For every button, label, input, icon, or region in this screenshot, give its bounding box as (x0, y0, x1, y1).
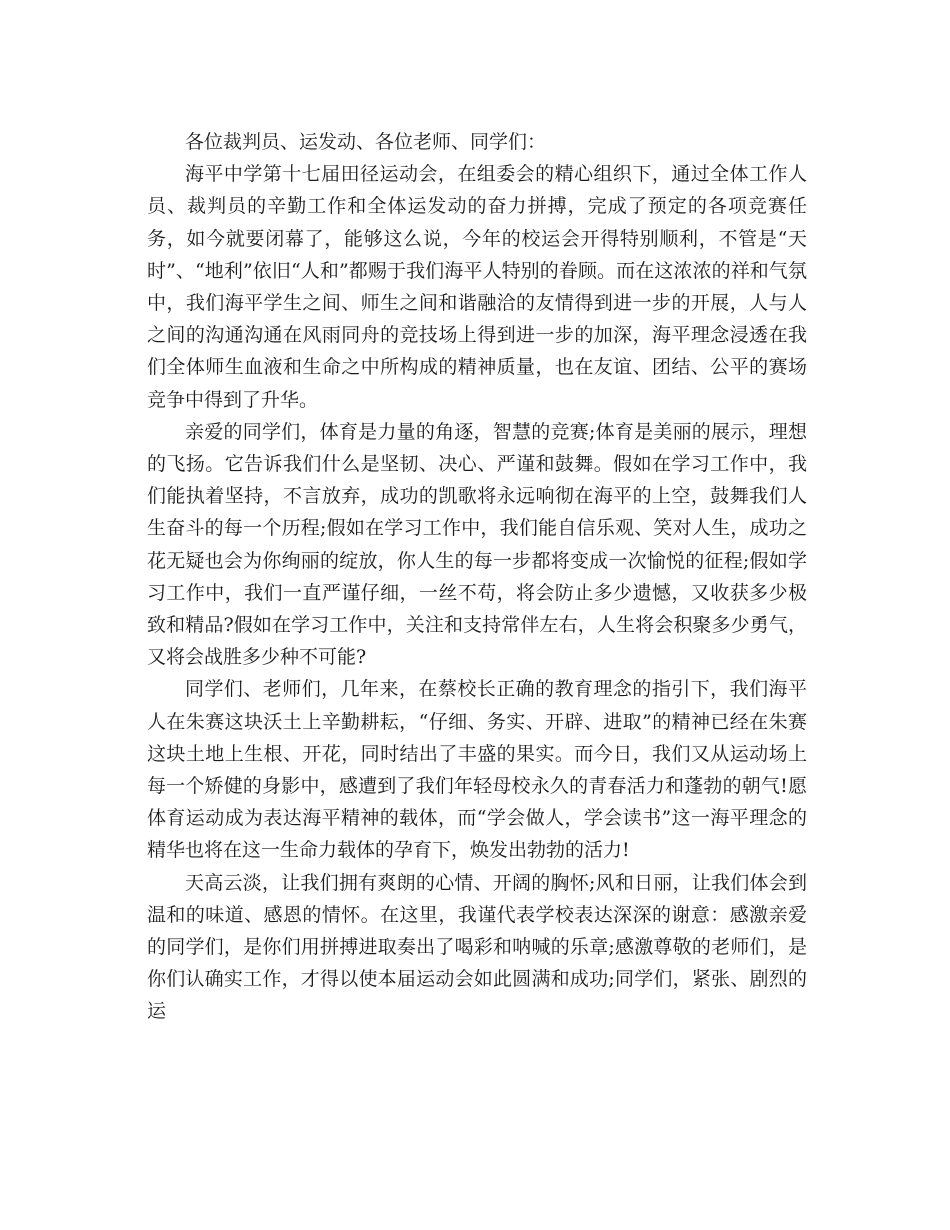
paragraph-1: 海平中学第十七届田径运动会，在组委会的精心组织下，通过全体工作人员、裁判员的辛勤工作和全体运发动的奋力拼搏，完成了预定的各项竞赛任务，如今就要闭幕了，能够这么说，今年的校运会开得特别顺利，不管是“天时”、“地利”依旧“人和”都赐于我们海平人特别的眷顾。而在这浓浓的祥和气氛中，我们海平学生之间、师生之间和谐融洽的友情得到进一步的开展，人与人之间的沟通沟通在风雨同舟的竞技场上得到进一步的加深，海平理念浸透在我们全体师生血液和生命之中所构成的精神质量，也在友谊、团结、公平的赛场竞争中得到了升华。 (147, 163, 807, 411)
document-page (147, 126, 807, 1028)
paragraph-4: 天高云淡，让我们拥有爽朗的心情、开阔的胸怀;风和日丽，让我们体会到温和的味道、感恩的情怀。在这里，我谨代表学校表达深深的谢意：感激亲爱的同学们，是你们用拼搏进取奏出了喝彩和呐喊的乐章;感激尊敬的老师们，是你们认确实工作，才得以使本届运动会如此圆满和成功;同学们，紧张、剧烈的运 (147, 871, 807, 1023)
paragraph-2: 亲爱的同学们，体育是力量的角逐，智慧的竞赛;体育是美丽的展示，理想的飞扬。它告诉我们什么是坚韧、决心、严谨和鼓舞。假如在学习工作中，我们能执着坚持，不言放弃，成功的凯歌将永远响彻在海平的上空，鼓舞我们人生奋斗的每一个历程;假如在学习工作中，我们能自信乐观、笑对人生，成功之花无疑也会为你绚丽的绽放，你人生的每一步都将变成一次愉悦的征程;假如学习工作中，我们一直严谨仔细，一丝不苟，将会防止多少遗憾，又收获多少极致和精品?假如在学习工作中，关注和支持常伴左右，人生将会积聚多少勇气，又将会战胜多少种不可能? (147, 420, 807, 669)
paragraph-3: 同学们、老师们，几年来，在蔡校长正确的教育理念的指引下，我们海平人在朱赛这块沃土上辛勤耕耘，“仔细、务实、开辟、进取”的精神已经在朱赛这块土地上生根、开花，同时结出了丰盛的果实。而今日，我们又从运动场上每一个矫健的身影中，感遭到了我们年轻母校永久的青春活力和蓬勃的朝气!愿体育运动成为表达海平精神的载体，而“学会做人，学会读书”这一海平理念的精华也将在这一生命力载体的孕育下，焕发出勃勃的活力! (147, 678, 807, 862)
salutation: 各位裁判员、运发动、各位老师、同学们： (185, 131, 547, 153)
